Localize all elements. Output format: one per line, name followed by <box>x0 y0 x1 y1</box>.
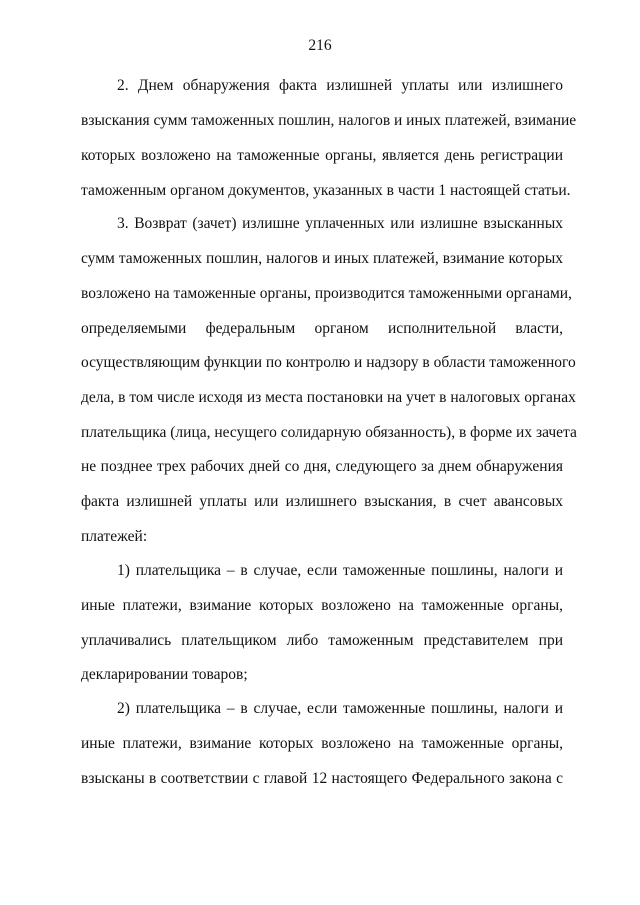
paragraph-4-line-2: иные платежи, взимание которых возложено на таможенные органы, <box>81 735 563 752</box>
paragraph-2-line-8: не позднее трех рабочих дней со дня, следующего за днем обнаружения <box>81 458 563 475</box>
paragraph-3-line-3: уплачивались плательщиком либо таможенным представителем при <box>81 632 563 649</box>
paragraph-2-line-5: осуществляющим функции по контролю и надзору в области таможенного <box>81 354 576 371</box>
paragraph-3-line-2: иные платежи, взимание которых возложено на таможенные органы, <box>81 597 563 614</box>
paragraph-2-line-7: плательщика (лица, несущего солидарную обязанность), в форме их зачета <box>81 424 577 441</box>
paragraph-3-line-1: 1) плательщика – в случае, если таможенные пошлины, налоги и <box>117 562 563 579</box>
paragraph-1-line-4: таможенным органом документов, указанных в части 1 настоящей статьи. <box>81 182 571 199</box>
paragraph-1-line-2: взыскания сумм таможенных пошлин, налогов и иных платежей, взимание <box>81 112 577 129</box>
paragraph-2-line-3: возложено на таможенные органы, производится таможенными органами, <box>81 285 572 302</box>
paragraph-4-line-3: взысканы в соответствии с главой 12 настоящего Федерального закона с <box>81 770 563 787</box>
paragraph-2-line-9: факта излишней уплаты или излишнего взыскания, в счет авансовых <box>81 493 563 510</box>
paragraph-4-line-1: 2) плательщика – в случае, если таможенные пошлины, налоги и <box>117 700 563 717</box>
paragraph-1-line-1: 2. Днем обнаружения факта излишней уплаты или излишнего <box>117 77 563 94</box>
paragraph-2-line-1: 3. Возврат (зачет) излишне уплаченных или излишне взысканных <box>117 215 563 232</box>
paragraph-2-line-2: сумм таможенных пошлин, налогов и иных платежей, взимание которых <box>81 250 563 267</box>
paragraph-2-line-4: определяемыми федеральным органом исполнительной власти, <box>81 320 563 337</box>
paragraph-1-line-3: которых возложено на таможенные органы, является день регистрации <box>81 147 563 164</box>
paragraph-2-line-10: платежей: <box>81 528 148 545</box>
paragraph-3-line-4: декларировании товаров; <box>81 666 248 683</box>
paragraph-2-line-6: дела, в том числе исходя из места постановки на учет в налоговых органах <box>81 389 576 406</box>
page-number: 216 <box>308 37 332 54</box>
